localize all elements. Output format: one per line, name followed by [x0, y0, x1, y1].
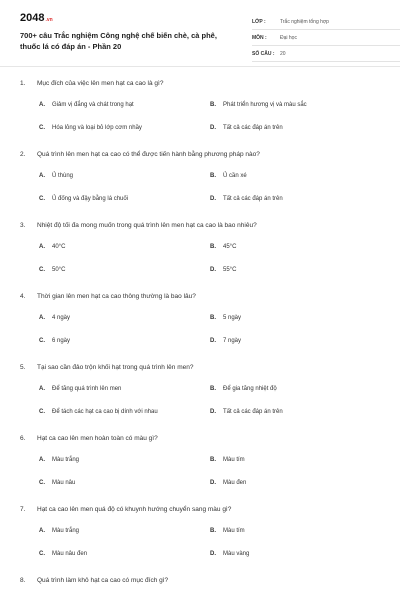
meta-value: Đại học — [280, 34, 297, 41]
option-grid — [20, 528, 380, 576]
option-a[interactable] — [39, 244, 65, 250]
option-text: Để gia tăng nhiệt độ — [223, 386, 277, 392]
option-c[interactable] — [39, 125, 142, 131]
option-key: B. — [210, 173, 216, 179]
option-key: C. — [39, 480, 45, 486]
question-text — [20, 80, 380, 102]
option-text: Để tách các hạt ca cao bị dính với nhau — [52, 409, 158, 415]
question-3 — [20, 222, 380, 293]
option-key: A. — [39, 244, 45, 250]
option-text: 50°C — [52, 267, 66, 273]
question-text — [20, 577, 380, 599]
question-number: 7. — [20, 506, 26, 513]
question-text — [20, 222, 380, 244]
option-key: B. — [210, 244, 216, 250]
option-text: Ủ đống và đậy bằng lá chuối — [52, 196, 129, 202]
option-key: A. — [39, 315, 45, 321]
option-text: 55°C — [223, 267, 237, 273]
question-text — [20, 435, 380, 457]
option-c[interactable] — [39, 409, 158, 415]
logo-main: 2048 — [20, 12, 45, 24]
option-c[interactable] — [39, 551, 87, 557]
option-grid — [20, 244, 380, 292]
option-text: Phát triển hương vị và màu sắc — [223, 102, 307, 108]
option-key: D. — [210, 480, 216, 486]
option-grid — [20, 102, 380, 150]
option-text: Màu đen — [223, 480, 247, 486]
option-key: C. — [39, 267, 45, 273]
option-text: 45°C — [223, 244, 237, 250]
option-text: Giảm vị đắng và chát trong hạt — [52, 102, 134, 108]
option-d[interactable] — [210, 125, 283, 131]
option-text: 6 ngày — [52, 338, 71, 344]
option-key: A. — [39, 386, 45, 392]
question-body: Quá trình làm khô hạt ca cao có mục đích gì? — [37, 577, 169, 584]
option-key: B. — [210, 528, 216, 534]
question-2 — [20, 151, 380, 222]
option-b[interactable] — [210, 457, 245, 463]
option-b[interactable] — [210, 244, 236, 250]
question-number: 6. — [20, 435, 26, 442]
page-header — [20, 12, 380, 62]
option-key: D. — [210, 125, 216, 131]
option-c[interactable] — [39, 267, 65, 273]
option-text: Ủ thùng — [52, 173, 74, 179]
option-c[interactable] — [39, 480, 75, 486]
question-8 — [20, 577, 380, 600]
option-b[interactable] — [210, 386, 277, 392]
question-4 — [20, 293, 380, 364]
option-key: D. — [210, 409, 216, 415]
question-number: 2. — [20, 151, 26, 158]
site-logo[interactable] — [20, 12, 53, 24]
option-text: Để tăng quá trình lên men — [52, 386, 122, 392]
meta-label: LỚP : — [252, 18, 266, 25]
option-key: A. — [39, 457, 45, 463]
option-grid — [20, 457, 380, 505]
option-c[interactable] — [39, 196, 128, 202]
option-text: Màu trắng — [52, 457, 80, 463]
option-key: C. — [39, 338, 45, 344]
option-a[interactable] — [39, 528, 79, 534]
option-b[interactable] — [210, 173, 247, 179]
option-d[interactable] — [210, 409, 283, 415]
question-body: Nhiệt độ tối đa mong muốn trong quá trình lên men hạt ca cao là bao nhiêu? — [37, 222, 257, 229]
meta-row-subject — [252, 30, 400, 46]
option-d[interactable] — [210, 480, 246, 486]
option-a[interactable] — [39, 386, 121, 392]
option-key: B. — [210, 457, 216, 463]
option-d[interactable] — [210, 196, 283, 202]
question-number: 8. — [20, 577, 26, 584]
question-text — [20, 506, 380, 528]
option-grid — [20, 173, 380, 221]
option-d[interactable] — [210, 551, 249, 557]
option-a[interactable] — [39, 457, 79, 463]
option-text: 5 ngày — [223, 315, 242, 321]
option-key: D. — [210, 196, 216, 202]
option-key: C. — [39, 551, 45, 557]
option-text: 40°C — [52, 244, 66, 250]
question-body: Quá trình lên men hạt ca cao có thể được tiến hành bằng phương pháp nào? — [37, 151, 260, 158]
option-grid — [20, 386, 380, 434]
meta-value: 20 — [280, 50, 286, 57]
question-7 — [20, 506, 380, 577]
option-key: B. — [210, 386, 216, 392]
option-b[interactable] — [210, 528, 245, 534]
option-b[interactable] — [210, 315, 241, 321]
option-key: D. — [210, 338, 216, 344]
option-text: Màu trắng — [52, 528, 80, 534]
option-text: Hóa lỏng và loại bỏ lớp cơm nhầy — [52, 125, 142, 131]
question-body: Tại sao cần đảo trộn khối hạt trong quá trình lên men? — [37, 364, 194, 371]
meta-row-count — [252, 46, 400, 62]
option-text: 7 ngày — [223, 338, 242, 344]
meta-row-class — [252, 14, 400, 30]
option-key: B. — [210, 102, 216, 108]
question-number: 5. — [20, 364, 26, 371]
header-divider — [0, 66, 400, 67]
question-5 — [20, 364, 380, 435]
option-a[interactable] — [39, 315, 70, 321]
option-key: B. — [210, 315, 216, 321]
option-text: Tất cả các đáp án trên — [223, 125, 283, 131]
meta-label: SỐ CÂU : — [252, 50, 275, 57]
meta-info — [252, 14, 400, 62]
option-text: Tất cả các đáp án trên — [223, 409, 283, 415]
question-number: 1. — [20, 80, 26, 87]
question-list — [20, 80, 380, 600]
question-text — [20, 364, 380, 386]
option-key: A. — [39, 528, 45, 534]
question-body: Thời gian lên men hạt ca cao thông thường là bao lâu? — [37, 293, 196, 300]
question-body: Hạt ca cao lên men quá độ có khuynh hướng chuyển sang màu gì? — [37, 506, 232, 513]
option-text: Màu nâu — [52, 480, 76, 486]
question-number: 3. — [20, 222, 26, 229]
option-a[interactable] — [39, 173, 73, 179]
option-grid — [20, 315, 380, 363]
option-text: Tất cả các đáp án trên — [223, 196, 283, 202]
option-a[interactable] — [39, 102, 134, 108]
option-text: Màu tím — [223, 457, 245, 463]
meta-label: MÔN : — [252, 34, 267, 41]
option-key: A. — [39, 173, 45, 179]
option-text: Màu vàng — [223, 551, 250, 557]
question-body: Mục đích của việc lên men hạt ca cao là gì? — [37, 80, 164, 87]
option-d[interactable] — [210, 267, 236, 273]
option-key: C. — [39, 196, 45, 202]
option-key: D. — [210, 551, 216, 557]
option-text: Ủ cần xé — [223, 173, 247, 179]
logo-suffix: .vn — [45, 17, 53, 23]
question-6 — [20, 435, 380, 506]
option-text: 4 ngày — [52, 315, 71, 321]
option-c[interactable] — [39, 338, 70, 344]
page-title: 700+ câu Trắc nghiệm Công nghệ chế biến chè, cà phê, thuốc lá có đáp án - Phần 20 — [20, 31, 217, 51]
option-key: D. — [210, 267, 216, 273]
question-text — [20, 151, 380, 173]
question-text — [20, 293, 380, 315]
option-key: C. — [39, 409, 45, 415]
option-d[interactable] — [210, 338, 241, 344]
question-number: 4. — [20, 293, 26, 300]
option-b[interactable] — [210, 102, 307, 108]
option-key: C. — [39, 125, 45, 131]
option-text: Màu nâu đen — [52, 551, 88, 557]
question-body: Hạt ca cao lên men hoàn toàn có màu gì? — [37, 435, 158, 442]
question-1 — [20, 80, 380, 151]
option-text: Màu tím — [223, 528, 245, 534]
option-key: A. — [39, 102, 45, 108]
meta-value: Trắc nghiệm tổng hợp — [280, 18, 329, 25]
